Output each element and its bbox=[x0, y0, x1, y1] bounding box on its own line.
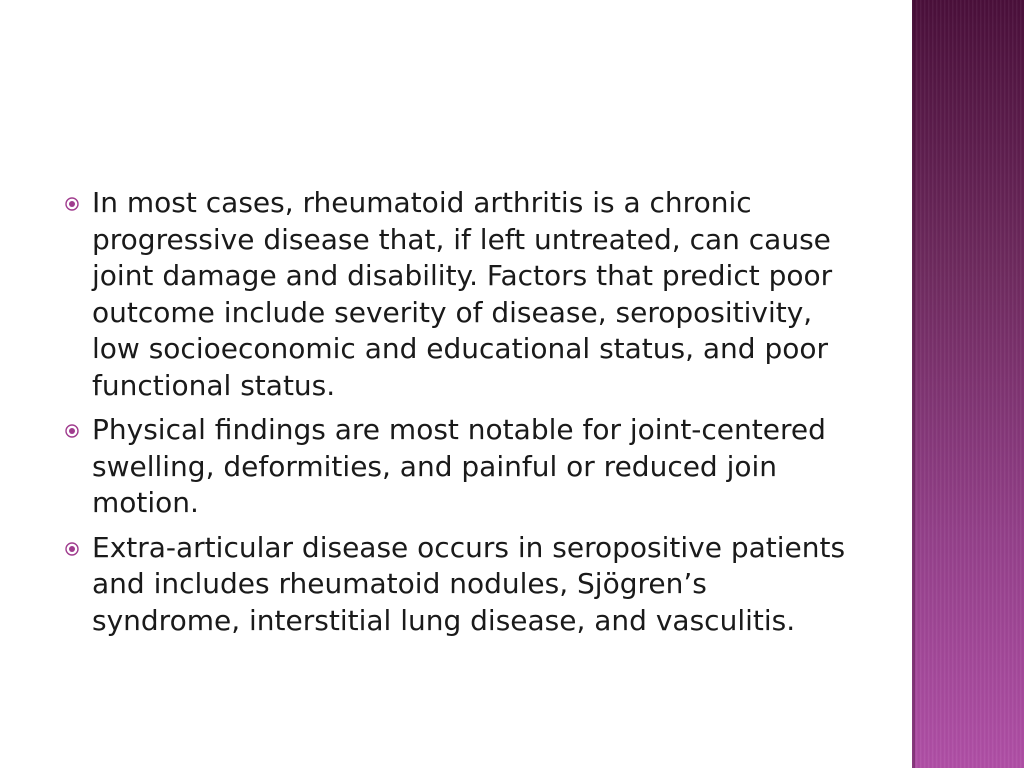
circled-dot-icon bbox=[65, 197, 79, 211]
bullet-item bbox=[62, 530, 862, 640]
bullet-list bbox=[62, 185, 862, 647]
bullet-item bbox=[62, 412, 862, 522]
circled-dot-icon bbox=[65, 542, 79, 556]
decorative-side-bar bbox=[912, 0, 1024, 768]
bullet-text: Physical findings are most notable for joint-centered swelling, deformities, and painful or reduced join motion. bbox=[92, 413, 826, 519]
circled-dot-icon bbox=[65, 424, 79, 438]
side-bar-edge bbox=[912, 0, 915, 768]
bullet-text: In most cases, rheumatoid arthritis is a chronic progressive disease that, if left untreated, can cause joint damage and disability. Factors that predict poor outcome include severity of disease, seropositivity, low socioeconomic and educational status, and poor functional status. bbox=[92, 186, 833, 402]
bullet-text: Extra-articular disease occurs in seropositive patients and includes rheumatoid nodules, Sjögren’s syndrome, interstitial lung disease, and vasculitis. bbox=[92, 530, 846, 637]
bullet-item bbox=[62, 185, 862, 404]
